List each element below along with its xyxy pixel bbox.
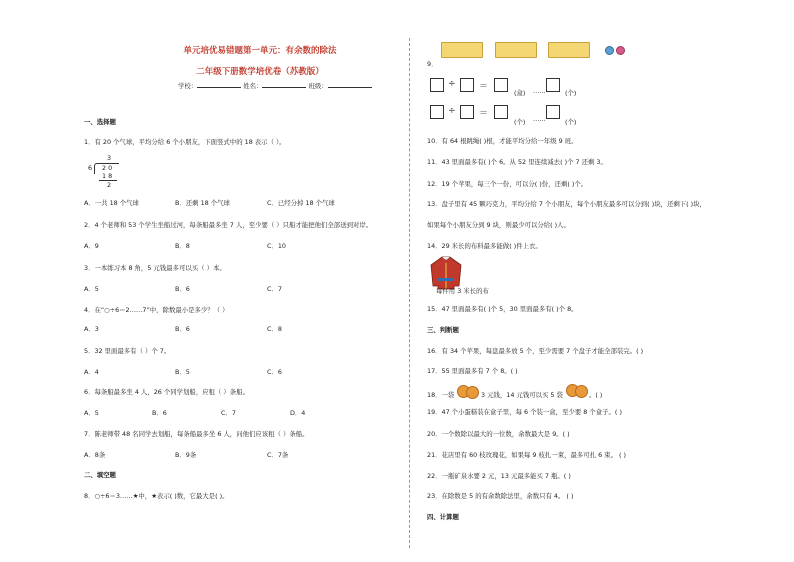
q7-option-a[interactable]: A．8条 xyxy=(84,451,106,459)
question-15: 15．47 里面最多有( )个 5，30 里面最多有( )个 8。 xyxy=(427,305,578,313)
worksheet-title: 单元培优易错题第一单元：有余数的除法 xyxy=(183,46,337,56)
chocolate-box-1 xyxy=(441,42,483,58)
q9-unit-piece: (个) xyxy=(565,89,577,97)
question-6: 6．每条船最多坐 4 人，26 个同学划船，应租（ ）条船。 xyxy=(84,388,249,396)
q4-option-c[interactable]: C．8 xyxy=(267,325,282,333)
q2-option-b[interactable]: B．8 xyxy=(175,242,190,250)
question-8: 8．○÷6＝3……★中，★表示( )数，它最大是( )。 xyxy=(84,492,229,500)
question-16: 16．有 34 个苹果，每盘最多放 5 个，至少需要 7 个盘子才能全部装完。( ) xyxy=(427,347,644,355)
q4-option-a[interactable]: A．3 xyxy=(84,325,99,333)
division-dividend: 2 0 xyxy=(102,164,113,172)
question-7: 7．陈老师带 48 名同学去划船，每条船最多坐 6 人，问他们应该租（ ）条船。 xyxy=(84,430,309,438)
q9-box-6[interactable] xyxy=(460,105,474,119)
name-label: 姓名： xyxy=(243,82,263,90)
q3-option-a[interactable]: A．5 xyxy=(84,285,99,293)
candy-ball-icon xyxy=(605,46,614,55)
question-22: 22．一瓶矿泉水要 2 元，13 元最多能买 7 瓶。( ) xyxy=(427,472,571,480)
biscuit-icon xyxy=(575,385,588,398)
question-17: 17．55 里面最多有 7 个 8。( ) xyxy=(427,367,518,375)
class-label: 班级： xyxy=(308,82,328,90)
q9-box-8[interactable] xyxy=(546,105,560,119)
question-13: 13．盘子里有 45 颗巧克力，平均分给 7 个小朋友，每个小朋友最多可以分到( )块，还剩下( )块， xyxy=(427,200,706,208)
section-fill-blank: 二、填空题 xyxy=(84,471,116,479)
question-20: 20．一个数除以最大的一位数，余数最大是 9。( ) xyxy=(427,430,570,438)
question-12: 12．19 个苹果，每三个一份，可以分( )份，还剩( )个。 xyxy=(427,180,588,188)
divide-icon: ÷ xyxy=(448,79,456,89)
q9-dots: …… xyxy=(533,87,546,95)
section-judgement: 三、判断题 xyxy=(427,326,459,334)
q14-caption: 每件用 3 米长的布 xyxy=(436,287,489,295)
q9-box-5[interactable] xyxy=(430,105,444,119)
info-line xyxy=(178,82,372,90)
q9-dots-2: …… xyxy=(533,115,546,123)
q1-option-c[interactable]: C．已经分掉 18 个气球 xyxy=(267,199,335,207)
question-9: 9． xyxy=(427,60,438,68)
q3-option-b[interactable]: B．6 xyxy=(175,285,190,293)
question-4: 4．在“○÷6＝2……7”中，除数最小是多少？（ ） xyxy=(84,306,229,314)
q9-unit-box: (盒) xyxy=(514,89,526,97)
question-11: 11．43 里面最多有( )个 6。从 52 里连续减去( )个 7 还剩 3。 xyxy=(427,158,607,166)
division-product: 1 8 xyxy=(102,172,113,180)
q6-option-b[interactable]: B．6 xyxy=(152,409,167,417)
equals-icon: ＝ xyxy=(479,109,489,119)
q5-option-a[interactable]: A．4 xyxy=(84,368,99,376)
q2-option-a[interactable]: A．9 xyxy=(84,242,99,250)
q1-option-b[interactable]: B．还剩 18 个气球 xyxy=(175,199,230,207)
jacket-icon xyxy=(428,256,464,290)
column-divider xyxy=(409,38,410,548)
q4-option-b[interactable]: B．6 xyxy=(175,325,190,333)
candy-ball-icon xyxy=(616,46,625,55)
question-18-a: 18．一袋 xyxy=(427,391,455,399)
q9-unit-piece-2: (个) xyxy=(514,118,526,126)
q7-option-b[interactable]: B．9条 xyxy=(175,451,197,459)
question-13-cont: 如果每个小朋友分到 9 块，则最少可以分给( )人。 xyxy=(427,221,570,229)
school-label: 学校： xyxy=(178,82,198,90)
long-division xyxy=(88,154,128,194)
divide-icon: ÷ xyxy=(448,106,456,116)
q6-option-c[interactable]: C．7 xyxy=(221,409,236,417)
q9-unit-piece-3: (个) xyxy=(565,118,577,126)
question-3: 3．一本练习本 8 角，5 元钱最多可以买（ ）本。 xyxy=(84,264,226,272)
question-14: 14．29 米长的布料最多能做( )件上衣。 xyxy=(427,242,542,250)
q9-box-3[interactable] xyxy=(494,78,508,92)
name-field[interactable] xyxy=(262,87,306,88)
q5-option-b[interactable]: B．5 xyxy=(175,368,190,376)
division-divisor: 6 xyxy=(88,164,93,172)
class-field[interactable] xyxy=(328,87,372,88)
q9-box-2[interactable] xyxy=(460,78,474,92)
q6-option-a[interactable]: A．5 xyxy=(84,409,99,417)
question-21: 21．花店里有 60 枝玫瑰花，如果每 9 枝扎一束，最多可扎 6 束。 ( ) xyxy=(427,451,627,459)
q9-box-4[interactable] xyxy=(546,78,560,92)
chocolate-box-3 xyxy=(548,42,590,58)
q5-option-c[interactable]: C．6 xyxy=(267,368,282,376)
division-remainder: 2 xyxy=(107,181,112,189)
question-18-c: 。( ) xyxy=(589,391,603,399)
question-19: 19．47 个小蛋糕装在盒子里，每 6 个装一盒，至少要 8 个盒子。( ) xyxy=(427,408,622,416)
q3-option-c[interactable]: C．7 xyxy=(267,285,282,293)
equals-icon: ＝ xyxy=(479,82,489,92)
q9-box-1[interactable] xyxy=(430,78,444,92)
q9-box-7[interactable] xyxy=(494,105,508,119)
question-5: 5．32 里面最多有（ ）个 7。 xyxy=(84,347,171,355)
division-quotient: 3 xyxy=(107,154,112,162)
question-2: 2．4 个老师和 53 个学生坐船过河，每条船最多坐 7 人，至少要（ ）只船才能把他们全部送到对岸。 xyxy=(84,221,373,229)
school-field[interactable] xyxy=(197,87,241,88)
question-10: 10．有 64 根跳绳( )根，才能平均分给一年级 9 班。 xyxy=(427,137,578,145)
question-23: 23．在除数是 5 的有余数除法里，余数只有 4。 ( ) xyxy=(427,492,574,500)
q7-option-c[interactable]: C．7条 xyxy=(267,451,289,459)
q6-option-d[interactable]: D．4 xyxy=(290,409,306,417)
section-calculation: 四、计算题 xyxy=(427,513,459,521)
question-18-b: 3 元钱，14 元钱可以买 5 袋 xyxy=(481,391,563,399)
chocolate-box-2 xyxy=(495,42,537,58)
q2-option-c[interactable]: C．10 xyxy=(267,242,286,250)
biscuit-icon xyxy=(466,386,479,399)
section-choice: 一、选择题 xyxy=(84,118,116,126)
q1-option-a[interactable]: A．一共 18 个气球 xyxy=(84,199,139,207)
worksheet-subtitle: 二年级下册数学培优卷（苏教版） xyxy=(196,67,324,77)
question-1: 1．有 20 个气球，平均分给 6 个小朋友，下面竖式中的 18 表示（ ）。 xyxy=(84,138,286,146)
